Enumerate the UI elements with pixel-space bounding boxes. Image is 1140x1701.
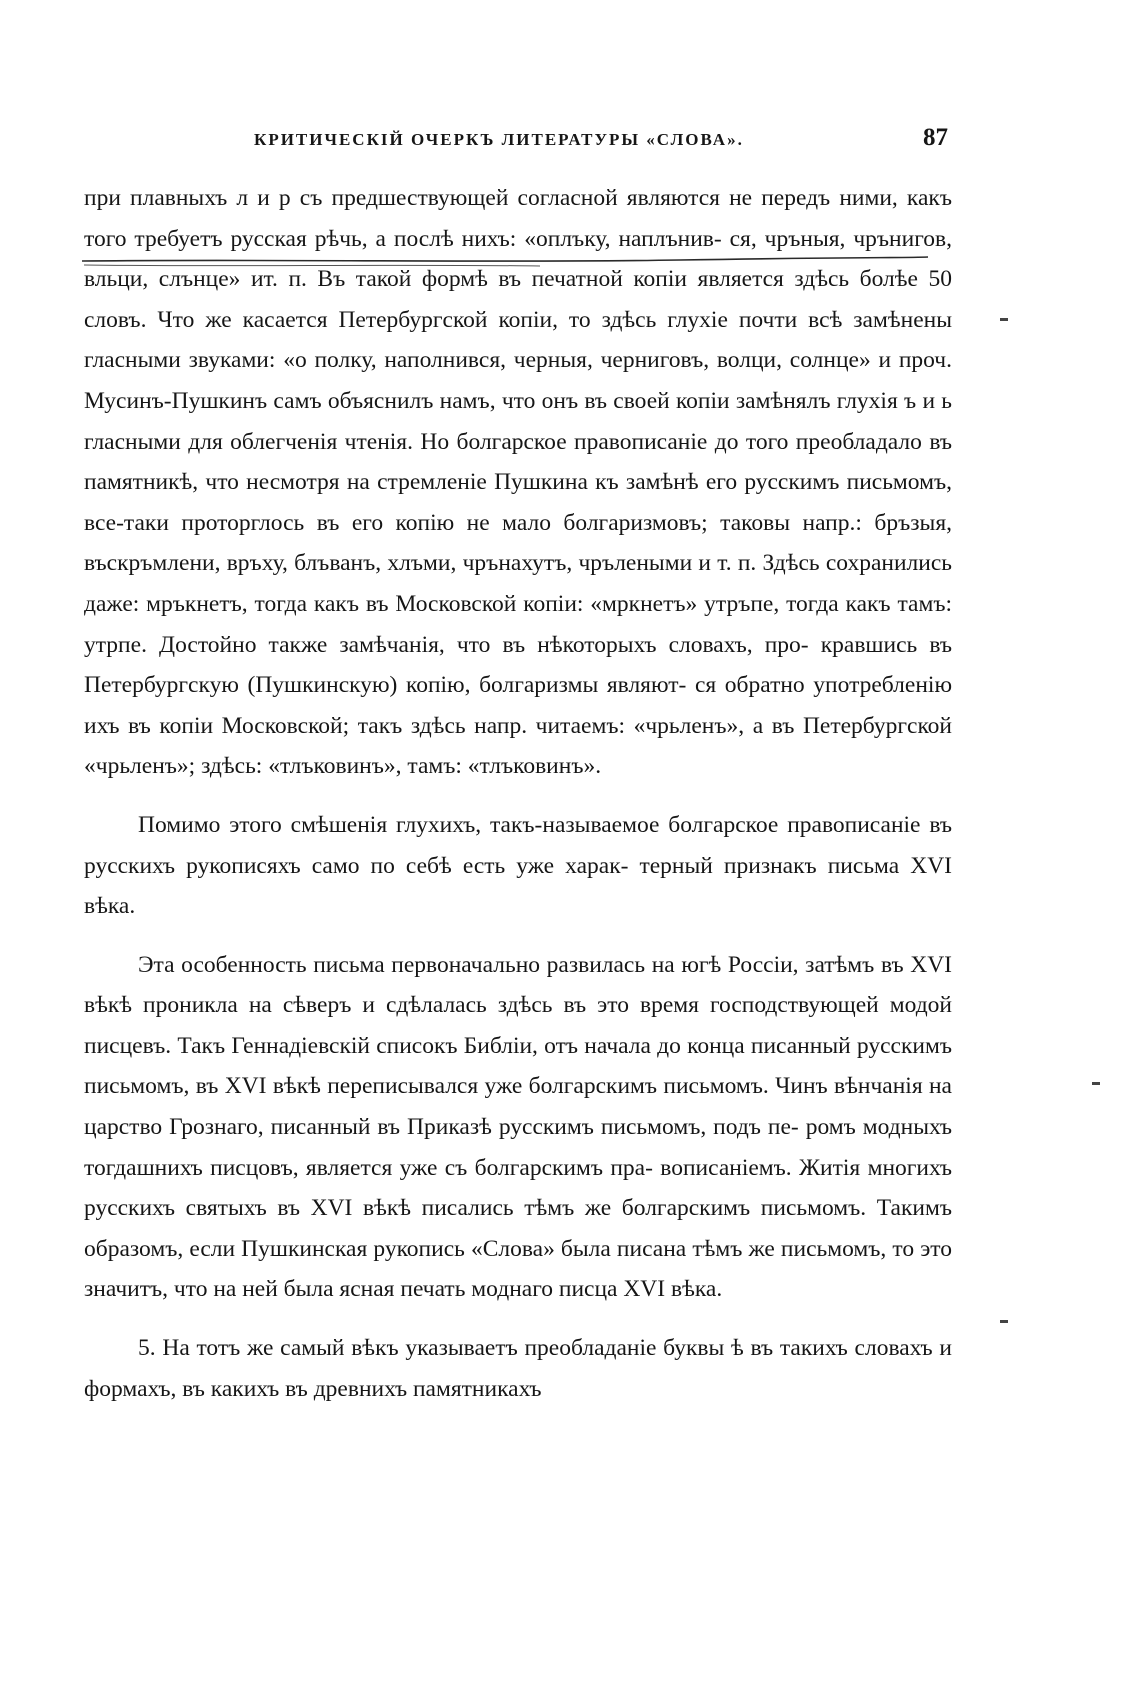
- paragraph-4: 5. На тотъ же самый вѣкъ указываетъ преобладаніе буквы ѣ въ такихъ словахъ и формахъ, въ какихъ въ древнихъ памятникахъ: [84, 1335, 952, 1402]
- running-head: [84, 124, 952, 158]
- paragraph-1: при плавныхъ л и р съ предшествующей согласной являются не передъ ними, какъ того требуетъ русская рѣчь, а послѣ нихъ: «оплъку, наплънив- ся, чръныя, чрънигов, вльци, слънце» ит. п. Въ такой формѣ въ печатной копіи является здѣсь болѣе 50 словъ. Что же касается Петербургской копіи, то здѣсь глухіе почти всѣ замѣнены гласными звуками: «о полку, наполнився, черныя, черниговъ, волци, солнце» и проч. Мусинъ-Пушкинъ самъ объяснилъ намъ, что онъ въ своей копіи замѣнялъ глухія ъ и ь гласными для облегченія чтенія. Но болгарское правописаніе до того преобладало въ памятникѣ, что несмотря на стремленіе Пушкина къ замѣнѣ его русскимъ письмомъ, все-таки проторглось въ его копію не мало болгаризмовъ; таковы напр.: бръзыя, въскръмлени, връху, блъванъ, хлъми, чрънахутъ, чрълеными и т. п. Здѣсь сохранились даже: мръкнетъ, тогда какъ въ Московской копіи: «мркнетъ» утръпе, тогда какъ тамъ: утрпе. Достойно также замѣчанія, что въ нѣкоторыхъ словахъ, про- кравшись въ Петербургскую (Пушкинскую) копію, болгаризмы являют- ся обратно употребленію ихъ въ копіи Московской; такъ здѣсь напр. читаемъ: «чрьленъ», а въ Петербургской «чрьленъ»; здѣсь: «тлъковинъ», тамъ: «тлъковинъ».: [84, 185, 952, 780]
- margin-speck: [1000, 318, 1008, 321]
- body-text: [84, 178, 952, 1409]
- paragraph-3: Эта особенность письма первоначально развилась на югѣ Россіи, затѣмъ въ XVI вѣкѣ проникла на сѣверъ и сдѣлалась здѣсь въ это время господствующей модой писцевъ. Такъ Геннадіевскій списокъ Библіи, отъ начала до конца писанный русскимъ письмомъ, въ XVI вѣкѣ переписывался уже болгарскимъ письмомъ. Чинъ вѣнчанія на царство Грознаго, писанный въ Приказѣ русскимъ письмомъ, подъ пе- ромъ модныхъ тогдашнихъ писцовъ, является уже съ болгарскимъ пра- вописаніемъ. Житія многихъ русскихъ святыхъ въ XVI вѣкѣ писались тѣмъ же болгарскимъ письмомъ. Такимъ образомъ, если Пушкинская рукопись «Слова» была писана тѣмъ же письмомъ, то это значитъ, что на ней была ясная печать моднаго писца XVI вѣка.: [84, 951, 952, 1303]
- page-number: 87: [923, 124, 948, 151]
- margin-speck: [1092, 1082, 1100, 1085]
- running-title: КРИТИЧЕСКІЙ ОЧЕРКЪ ЛИТЕРАТУРЫ «СЛОВА».: [254, 130, 744, 149]
- margin-speck: [1000, 1320, 1008, 1323]
- paragraph-2: Помимо этого смѣшенія глухихъ, такъ-называемое болгарское правописаніе въ русскихъ рукописяхъ само по себѣ есть уже харак- терный признакъ письма XVI вѣка.: [84, 811, 952, 920]
